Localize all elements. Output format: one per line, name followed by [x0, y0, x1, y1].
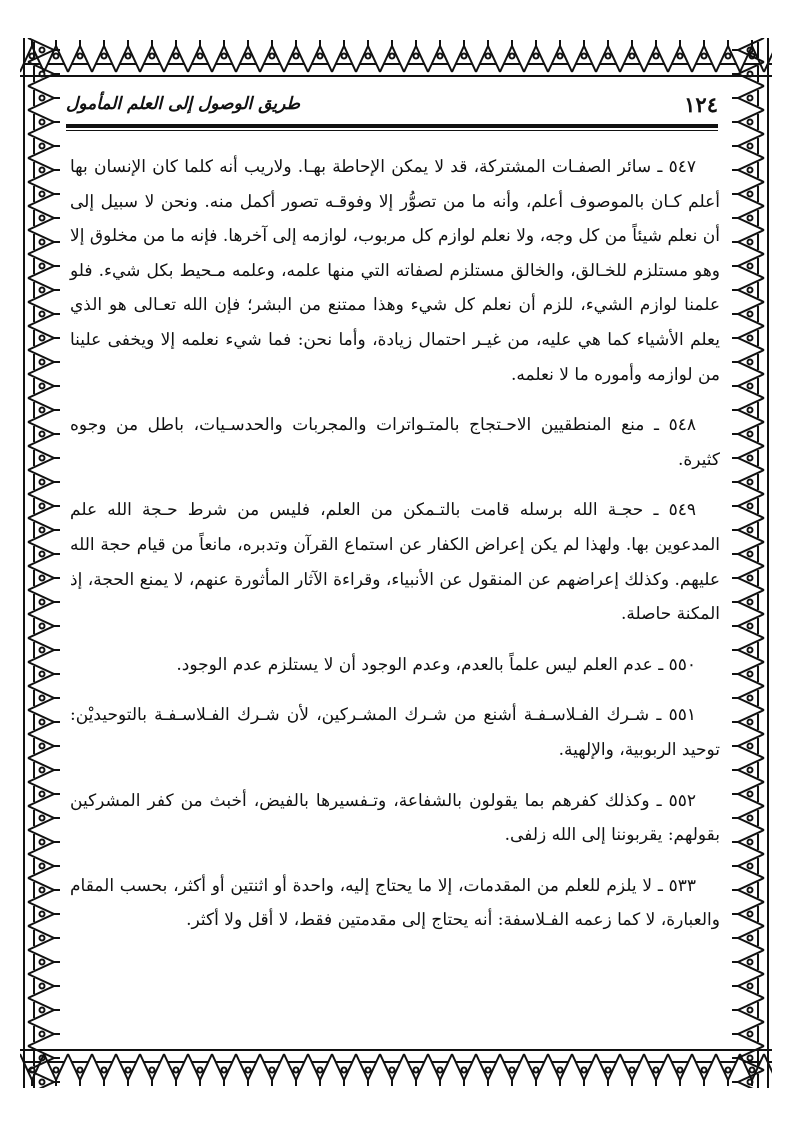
- ornament-border-bottom: [20, 1046, 772, 1088]
- header-rule: [66, 124, 718, 128]
- page-header: [66, 88, 718, 124]
- paragraph-553: ٥٣٣ ـ لا يلزم للعلم من المقدمات، إلا ما يحتاج إليه، واحدة أو اثنتين أو أكثر، بحسب المقام والعبارة، لا كما زعمه الفـلاسفة: أنه يحتاج إلى مقدمتين فقط، لا أقل ولا أكثر.: [70, 875, 720, 931]
- body-text: [70, 150, 720, 954]
- ornament-border-left: [20, 38, 62, 1088]
- ornament-border-top: [20, 38, 772, 80]
- paragraph-552: ٥٥٢ ـ وكذلك كفرهم بما يقولون بالشفاعة، وتـفسيرها بالفيض، أخبث من كفر المشركين بقولهم: يقربوننا إلى الله زلفى.: [70, 790, 720, 846]
- page-number: ١٢٤: [684, 92, 718, 117]
- ornament-border-right: [730, 38, 772, 1088]
- paragraph-550: ٥٥٠ ـ عدم العلم ليس علماً بالعدم، وعدم الوجود أن لا يستلزم عدم الوجود.: [176, 654, 696, 675]
- paragraph-548: ٥٤٨ ـ منع المنطقيين الاحـتجاج بالمتـواترات والمجربات والحدسـيات، باطل من وجوه كثيرة.: [70, 415, 720, 470]
- header-rule-thin: [66, 130, 718, 131]
- paragraph-551: ٥٥١ ـ شـرك الفـلاسـفـة أشنع من شـرك المشـركين، لأن شـرك الفـلاسـفـة بالتوحيديْن: توحيد الربوبية، والإلهية.: [70, 705, 720, 760]
- paragraph-547: ٥٤٧ ـ سائر الصفـات المشتركة، قد لا يمكن الإحاطة بهـا. ولاريب أنه كلما كان الإنسان بها أعلم كـان بالموصوف أعلم، وأنه ما من تصوُّر إلا وفوقـه تصور أكمل منه. ونحن لا سبيل إلى أن نعلم شيئاً من كل وجه، ولا نعلم لوازم كل مربوب، لوازمه إلى آخرها. فإنه ما من مخلوق إلا وهو مستلزم للخـالق، والخالق مستلزم لصفاته التي منها علمه، وعلمه مـحيط بكل شيء. فلو علمنا لوازم الشيء، للزم أن نعلم كل شيء وهذا ممتنع من البشر؛ فإن الله تعـالى هو الذي يعلم الأشياء كما هي عليه، من غيـر احتمال زيادة، وأما نحن: فما شيء نعلمه إلا ويخفى علينا من لوازمه وأموره ما لا نعلمه.: [70, 157, 720, 385]
- running-title: طريق الوصول إلى العلم المأمول: [66, 94, 301, 114]
- paragraph-549: ٥٤٩ ـ حجـة الله برسله قامت بالتـمكن من العلم، فليس من شرط حـجة الله علم المدعوين بها. ولهذا لم يكن إعراض الكفار عن استماع القرآن وتدبره، مانعاً من قيام حجة الله عليهم. وكذلك إعراضهم عن المنقول عن الأنبياء، وقراءة الآثار المأثورة عنهم، لا يمنع الحجة، إذ المكنة حاصلة.: [70, 500, 720, 625]
